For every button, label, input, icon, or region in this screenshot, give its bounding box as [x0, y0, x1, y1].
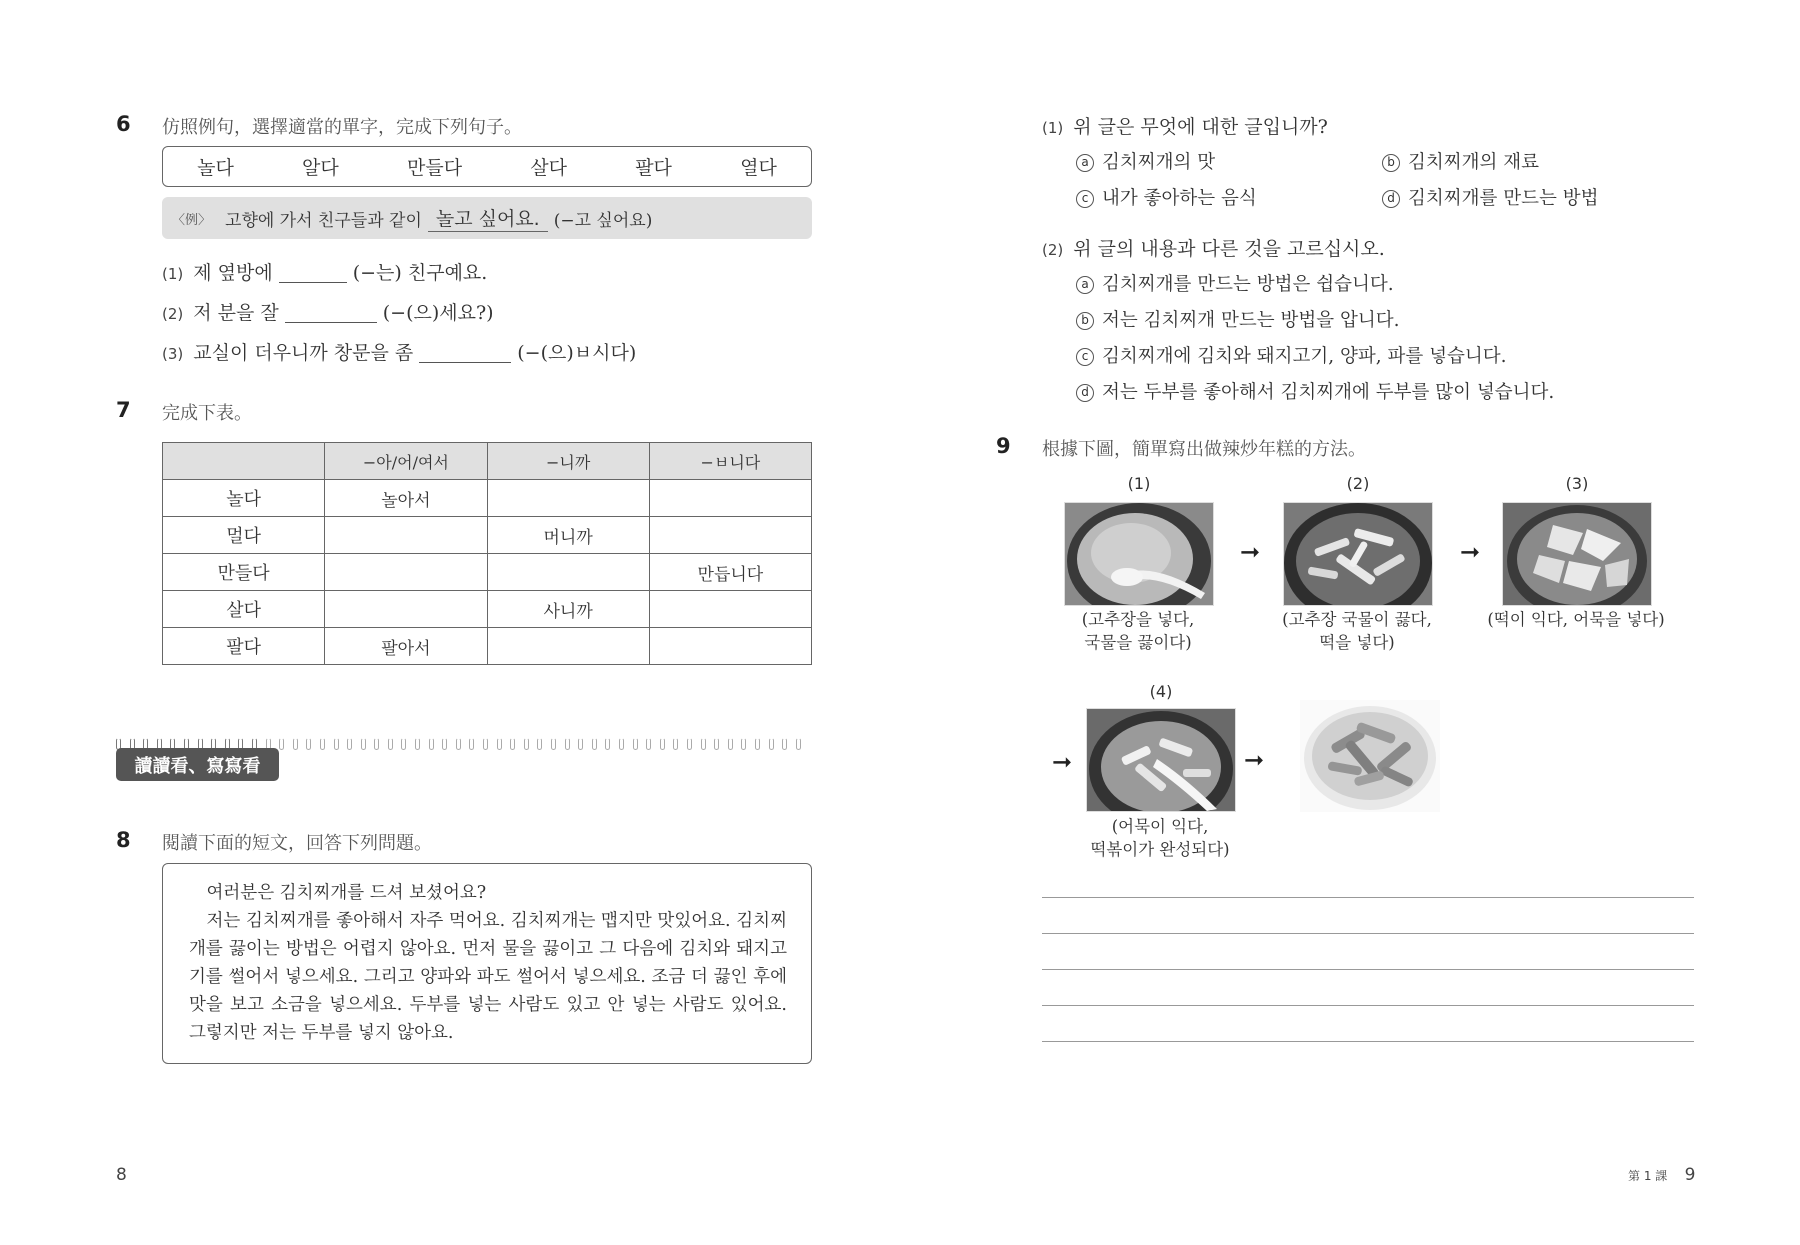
option-text: 김치찌개의 재료: [1408, 152, 1539, 173]
option-text: 김치찌개를 만드는 방법은 쉽습니다.: [1102, 274, 1394, 295]
option-letter: b: [1076, 312, 1094, 330]
option-d[interactable]: [1076, 378, 1554, 404]
word-bank-item: 팔다: [635, 157, 672, 179]
table-cell[interactable]: [325, 554, 487, 591]
example-tag: 〈例〉: [172, 212, 212, 228]
table-cell[interactable]: 놀아서: [325, 480, 487, 517]
table-cell: 놀다: [163, 480, 325, 517]
question-instruction: 完成下表。: [162, 403, 252, 424]
sentence-text: 저 분을 잘: [193, 302, 279, 324]
chapter-label: 第 1 課: [1628, 1169, 1668, 1183]
option-text: 김치찌개를 만드는 방법: [1408, 188, 1599, 209]
sub-question-text: 위 글은 무엇에 대한 글입니까?: [1073, 116, 1328, 138]
table-cell[interactable]: [325, 591, 487, 628]
sentence-1: [162, 258, 487, 285]
option-d[interactable]: [1382, 184, 1598, 210]
caption-line: 떡볶이가 완성되다): [1090, 840, 1230, 859]
step-1-photo: [1064, 502, 1214, 606]
question-number: 7: [116, 398, 131, 422]
word-bank-item: 열다: [740, 157, 777, 179]
question-instruction: 根據下圖，簡單寫出做辣炒年糕的方法。: [1042, 439, 1366, 460]
step-caption: [1482, 608, 1670, 631]
table-cell[interactable]: 사니까: [487, 591, 649, 628]
sentence-pattern: (−는) 친구예요.: [352, 262, 488, 284]
question-number: 6: [116, 112, 131, 136]
option-b[interactable]: [1076, 306, 1399, 332]
step-number: (3): [1565, 474, 1589, 493]
answer-blank[interactable]: [419, 361, 511, 363]
sub-question-number: (2): [1042, 241, 1064, 259]
word-bank-item: 알다: [302, 157, 339, 179]
word-bank-item: 놀다: [197, 157, 234, 179]
writing-line[interactable]: [1042, 969, 1694, 970]
table-cell[interactable]: [649, 480, 811, 517]
caption-line: (고추장을 넣다,: [1081, 610, 1195, 629]
step-number: (1): [1127, 474, 1151, 493]
option-letter: d: [1076, 384, 1094, 402]
option-text: 내가 좋아하는 음식: [1102, 188, 1257, 209]
step-caption: [1066, 815, 1254, 861]
table-cell[interactable]: [649, 517, 811, 554]
caption-line: (떡이 익다, 어묵을 넣다): [1487, 610, 1665, 629]
option-letter: d: [1382, 190, 1400, 208]
arrow-icon: ➞: [1052, 748, 1073, 776]
option-text: 저는 두부를 좋아해서 김치찌개에 두부를 많이 넣습니다.: [1102, 382, 1555, 403]
writing-line[interactable]: [1042, 1005, 1694, 1006]
arrow-icon: ➞: [1460, 538, 1481, 566]
option-c[interactable]: [1076, 342, 1506, 368]
option-letter: a: [1076, 276, 1094, 294]
caption-line: 국물을 끓이다): [1084, 633, 1192, 652]
table-header: −아/어/여서: [325, 443, 487, 480]
option-letter: c: [1076, 348, 1094, 366]
question-instruction: 仿照例句，選擇適當的單字，完成下列句子。: [162, 117, 522, 138]
table-cell: 멀다: [163, 517, 325, 554]
conjugation-table: [162, 442, 812, 665]
table-cell: 팔다: [163, 628, 325, 665]
example-sentence: [162, 197, 812, 239]
table-cell[interactable]: [649, 591, 811, 628]
table-cell[interactable]: [487, 628, 649, 665]
question-number: 9: [996, 434, 1011, 458]
step-3-photo: [1502, 502, 1652, 606]
table-cell[interactable]: [487, 554, 649, 591]
page-number-right: 9: [1684, 1165, 1696, 1185]
table-header-row: [163, 443, 812, 480]
writing-line[interactable]: [1042, 933, 1694, 934]
table-cell[interactable]: [649, 628, 811, 665]
table-row: [163, 628, 812, 665]
sub-question-1: [1042, 112, 1328, 139]
table-row: [163, 591, 812, 628]
table-row: [163, 554, 812, 591]
writing-line[interactable]: [1042, 1041, 1694, 1042]
word-bank-item: 살다: [530, 157, 567, 179]
question-instruction: 閱讀下面的短文，回答下列問題。: [162, 833, 432, 854]
option-c[interactable]: [1076, 184, 1257, 210]
step-2-photo: [1283, 502, 1433, 606]
example-before: 고향에 가서 친구들과 같이: [225, 210, 422, 231]
sentence-text: 교실이 더우니까 창문을 좀: [193, 342, 414, 364]
option-a[interactable]: [1076, 148, 1215, 174]
finished-dish-photo: [1300, 700, 1440, 812]
sentence-number: (3): [162, 345, 184, 363]
page-footer-right: [1628, 1165, 1696, 1185]
option-text: 김치찌개에 김치와 돼지고기, 양파, 파를 넣습니다.: [1102, 346, 1507, 367]
sentence-pattern: (−(으)ㅂ시다): [517, 342, 637, 364]
table-cell[interactable]: 팔아서: [325, 628, 487, 665]
writing-line[interactable]: [1042, 897, 1694, 898]
sentence-3: [162, 338, 636, 365]
table-cell: 살다: [163, 591, 325, 628]
sentence-number: (2): [162, 305, 184, 323]
table-cell[interactable]: 만듭니다: [649, 554, 811, 591]
table-header: −ㅂ니다: [649, 443, 811, 480]
table-header: −니까: [487, 443, 649, 480]
caption-line: (어묵이 익다,: [1111, 817, 1209, 836]
page-number-left: 8: [116, 1165, 127, 1185]
question-number: 8: [116, 828, 131, 852]
sentence-2: [162, 298, 494, 325]
word-bank-item: 만들다: [406, 157, 463, 179]
reading-passage: [162, 863, 812, 1064]
option-letter: c: [1076, 190, 1094, 208]
step-caption: [1044, 608, 1232, 654]
passage-body: 저는 김치찌개를 좋아해서 자주 먹어요. 김치찌개는 맵지만 맛있어요. 김치찌개를 끓이는 방법은 어렵지 않아요. 먼저 물을 끓이고 그 다음에 김치와 돼지고기를 썰어서 넣으세요. 그리고 양파와 파도 썰어서 넣으세요. 조금 더 끓인 후에 맛을 보고 소금을 넣으세요. 두부를 넣는 사람도 있고 안 넣는 사람도 있어요. 그렇지만 저는 두부를 넣지 않아요.: [189, 911, 787, 1043]
table-cell[interactable]: [487, 480, 649, 517]
option-letter: a: [1076, 154, 1094, 172]
step-number: (2): [1346, 474, 1370, 493]
table-header: [163, 443, 325, 480]
caption-line: 떡을 넣다): [1319, 633, 1395, 652]
caption-line: (고추장 국물이 끓다,: [1282, 610, 1432, 629]
sentence-pattern: (−(으)세요?): [382, 302, 494, 324]
arrow-icon: ➞: [1240, 538, 1261, 566]
option-b[interactable]: [1382, 148, 1539, 174]
answer-blank[interactable]: [279, 281, 347, 283]
sub-question-text: 위 글의 내용과 다른 것을 고르십시오.: [1073, 238, 1385, 260]
sentence-text: 제 옆방에: [193, 262, 273, 284]
section-banner: 讀讀看、寫寫看: [116, 748, 279, 781]
passage-first-line: 여러분은 김치찌개를 드셔 보셨어요?: [206, 883, 487, 903]
option-letter: b: [1382, 154, 1400, 172]
option-text: 저는 김치찌개 만드는 방법을 압니다.: [1102, 310, 1400, 331]
option-a[interactable]: [1076, 270, 1394, 296]
arrow-icon: ➞: [1244, 746, 1265, 774]
example-answer: 놀고 싶어요.: [428, 204, 548, 232]
step-number: (4): [1149, 682, 1173, 701]
table-cell: 만들다: [163, 554, 325, 591]
sub-question-number: (1): [1042, 119, 1064, 137]
step-caption: [1263, 608, 1451, 654]
table-cell[interactable]: 머니까: [487, 517, 649, 554]
step-4-photo: [1086, 708, 1236, 812]
answer-blank[interactable]: [285, 321, 377, 323]
sub-question-2: [1042, 234, 1385, 261]
table-row: [163, 517, 812, 554]
example-pattern: (−고 싶어요): [553, 210, 653, 231]
sentence-number: (1): [162, 265, 184, 283]
table-cell[interactable]: [325, 517, 487, 554]
option-text: 김치찌개의 맛: [1102, 152, 1216, 173]
word-bank: [162, 146, 812, 187]
table-row: [163, 480, 812, 517]
